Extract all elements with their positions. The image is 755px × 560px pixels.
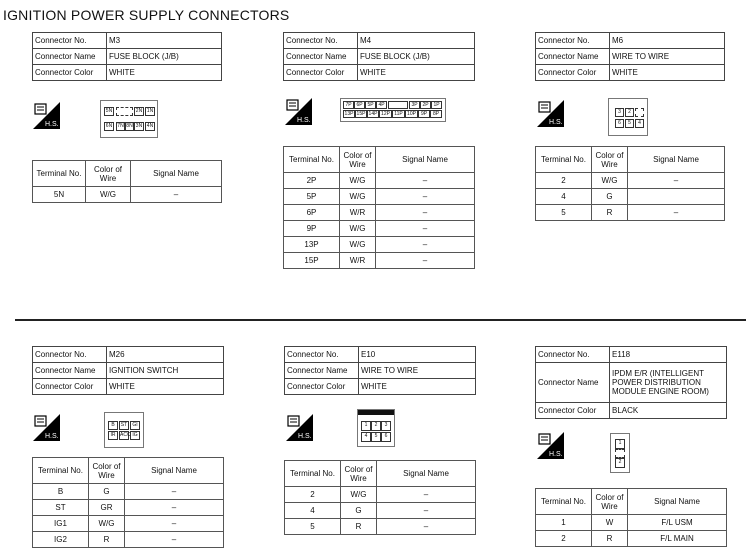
terminal-cell: 13P [284, 237, 340, 253]
terminal-cell: IG2 [33, 532, 89, 548]
cavity-label: 2P [420, 101, 431, 109]
connector-panel-m3 [32, 32, 222, 81]
wire-color-header: Color of Wire [340, 147, 376, 173]
connector-no-value: M6 [610, 33, 725, 49]
table-row [33, 516, 224, 532]
connector-panel-m6 [535, 32, 725, 81]
terminal-cell: 2P [284, 173, 340, 189]
wire-cell: W/G [340, 189, 376, 205]
connector-name-label: Connector Name [536, 49, 610, 65]
hs-harness-side-icon [537, 432, 564, 459]
terminal-cell: 5 [536, 205, 592, 221]
signal-name-header: Signal Name [125, 458, 224, 484]
hs-label: H.S. [549, 451, 563, 458]
connector-no-label: Connector No. [536, 347, 610, 363]
signal-cell: – [376, 253, 475, 269]
connector-latch [358, 410, 394, 415]
page-title: IGNITION POWER SUPPLY CONNECTORS [3, 7, 290, 23]
wire-color-header: Color of Wire [592, 147, 628, 173]
cavity-label: 7N [117, 123, 124, 129]
signal-cell: – [377, 487, 476, 503]
signal-cell: – [376, 189, 475, 205]
terminal-table [535, 488, 727, 547]
cavity-label: 11P [392, 110, 405, 118]
connector-info-table [535, 346, 727, 419]
table-row [285, 487, 476, 503]
terminal-table [32, 457, 224, 548]
signal-cell: – [628, 205, 725, 221]
table-row [536, 531, 727, 547]
signal-cell: – [376, 221, 475, 237]
hs-harness-side-icon [33, 414, 60, 441]
cavity-label: 4 [635, 119, 644, 128]
terminal-cell: 2 [536, 173, 592, 189]
table-row [284, 205, 475, 221]
cavity-label: 1 [361, 421, 371, 431]
signal-cell: – [628, 173, 725, 189]
signal-cell: – [376, 237, 475, 253]
table-row [285, 503, 476, 519]
terminal-cell: B [33, 484, 89, 500]
signal-name-header: Signal Name [377, 461, 476, 487]
cavity-label: 3 [381, 421, 391, 431]
cavity-label: 1 [615, 439, 625, 449]
connector-name-label: Connector Name [285, 363, 359, 379]
hs-label: H.S. [298, 433, 312, 440]
wire-color-header: Color of Wire [341, 461, 377, 487]
cavity-label: 5 [625, 119, 634, 128]
cavity-blank [615, 449, 625, 458]
wire-cell: G [592, 189, 628, 205]
wire-cell: R [341, 519, 377, 535]
wire-color-header: Color of Wire [89, 458, 125, 484]
connector-color-label: Connector Color [285, 379, 359, 395]
connector-face-diagram [610, 433, 630, 473]
cavity-label: 2N [135, 108, 143, 114]
connector-info-table [283, 32, 475, 81]
table-row [536, 173, 725, 189]
connector-face-diagram [357, 409, 395, 447]
connector-no-label: Connector No. [285, 347, 359, 363]
wire-cell: W/G [340, 221, 376, 237]
table-row [536, 189, 725, 205]
wire-color-header: Color of Wire [592, 489, 628, 515]
cavity-label: 3P [409, 101, 420, 109]
cavity-blank [388, 101, 408, 109]
connector-no-value: M3 [107, 33, 222, 49]
cavity-label: 8P [430, 110, 442, 118]
wire-cell: W/G [340, 173, 376, 189]
connector-color-label: Connector Color [33, 65, 107, 81]
connector-color-label: Connector Color [284, 65, 358, 81]
terminal-no-header: Terminal No. [284, 147, 340, 173]
hs-harness-side-icon [537, 100, 564, 127]
cavity-label: 3N [135, 123, 143, 129]
signal-cell: – [125, 532, 224, 548]
cavity-label: 3 [615, 108, 624, 117]
table-row [536, 515, 727, 531]
wire-cell: R [89, 532, 125, 548]
signal-cell: F/L USM [628, 515, 727, 531]
connector-panel-m26 [32, 346, 224, 395]
connector-name-label: Connector Name [536, 363, 610, 403]
table-row [284, 221, 475, 237]
connector-face-diagram [100, 100, 158, 138]
terminal-cell: 5N [33, 187, 86, 203]
terminal-cell: 2 [536, 531, 592, 547]
cavity-label: 12P [379, 110, 392, 118]
hs-label: H.S. [549, 119, 563, 126]
connector-info-table [284, 346, 476, 395]
connector-name-value: IPDM E/R (INTELLIGENT POWER DISTRIBUTION MODULE ENGINE ROOM) [610, 363, 727, 403]
cavity-label: 2 [371, 421, 381, 431]
connector-no-value: E10 [359, 347, 476, 363]
terminal-cell: 5 [285, 519, 341, 535]
cavity-label: 13P [344, 111, 354, 117]
terminal-no-header: Terminal No. [285, 461, 341, 487]
wire-cell: R [592, 531, 628, 547]
connector-info-table [32, 346, 224, 395]
wire-cell: W/G [89, 516, 125, 532]
connector-name-label: Connector Name [33, 363, 107, 379]
terminal-table [535, 146, 725, 221]
cavity-label: 4 [361, 432, 371, 442]
connector-no-label: Connector No. [33, 347, 107, 363]
hs-harness-side-icon [33, 102, 60, 129]
signal-cell: F/L MAIN [628, 531, 727, 547]
cavity-label: ST [120, 422, 128, 428]
signal-name-header: Signal Name [628, 147, 725, 173]
terminal-no-header: Terminal No. [536, 489, 592, 515]
signal-cell: – [377, 503, 476, 519]
cavity-label: IG [130, 431, 140, 440]
connector-color-value: WHITE [359, 379, 476, 395]
cavity-label: 2 [625, 108, 634, 117]
connector-panel-e10 [284, 346, 476, 395]
cavity-label: 2 [615, 458, 625, 468]
cavity-label: ACC [120, 432, 131, 438]
terminal-no-header: Terminal No. [33, 458, 89, 484]
cavity-label: IR [108, 431, 118, 440]
connector-color-label: Connector Color [536, 403, 610, 419]
connector-name-value: FUSE BLOCK (J/B) [358, 49, 475, 65]
terminal-table [32, 160, 222, 203]
connector-color-value: WHITE [107, 65, 222, 81]
connector-color-value: WHITE [610, 65, 725, 81]
wire-cell: W/G [340, 237, 376, 253]
terminal-cell: 4 [536, 189, 592, 205]
table-row [284, 253, 475, 269]
cavity-label: 5P [365, 101, 376, 109]
connector-name-value: WIRE TO WIRE [359, 363, 476, 379]
connector-panel-e118 [535, 346, 727, 419]
connector-color-value: WHITE [107, 379, 224, 395]
connector-no-label: Connector No. [284, 33, 358, 49]
wire-cell: G [89, 484, 125, 500]
connector-info-table [535, 32, 725, 81]
cavity-label: 8N [126, 123, 133, 129]
terminal-cell: ST [33, 500, 89, 516]
connector-no-label: Connector No. [33, 33, 107, 49]
connector-no-label: Connector No. [536, 33, 610, 49]
signal-cell: – [377, 519, 476, 535]
wire-color-header: Color of Wire [86, 161, 131, 187]
cavity-label: 5 [371, 432, 381, 442]
wire-cell: R [592, 205, 628, 221]
signal-name-header: Signal Name [131, 161, 222, 187]
table-row [284, 237, 475, 253]
cavity-label: 1P [431, 101, 442, 109]
connector-info-table [32, 32, 222, 81]
cavity-label: 6P [354, 101, 365, 109]
signal-cell: – [125, 484, 224, 500]
hs-label: H.S. [45, 433, 59, 440]
signal-cell: – [376, 173, 475, 189]
cavity-label: 15P [356, 111, 366, 117]
signal-cell: – [376, 205, 475, 221]
terminal-cell: 1 [536, 515, 592, 531]
connector-name-label: Connector Name [284, 49, 358, 65]
hs-harness-side-icon [285, 98, 312, 125]
terminal-cell: IG1 [33, 516, 89, 532]
hs-label: H.S. [45, 121, 59, 128]
cavity-label: 5N [105, 108, 113, 114]
terminal-no-header: Terminal No. [33, 161, 86, 187]
terminal-cell: 15P [284, 253, 340, 269]
table-row [284, 173, 475, 189]
wire-cell: W/R [340, 253, 376, 269]
terminal-no-header: Terminal No. [536, 147, 592, 173]
cavity-label: 7P [343, 101, 354, 109]
signal-name-header: Signal Name [376, 147, 475, 173]
wire-cell: W/R [340, 205, 376, 221]
terminal-cell: 5P [284, 189, 340, 205]
connector-color-value: BLACK [610, 403, 727, 419]
cavity-blank [116, 107, 133, 116]
cavity-label: GI [130, 421, 140, 430]
connector-panel-m4 [283, 32, 475, 81]
wire-cell: G [341, 503, 377, 519]
connector-no-value: M26 [107, 347, 224, 363]
connector-color-label: Connector Color [33, 379, 107, 395]
wire-cell: W/G [592, 173, 628, 189]
connector-color-value: WHITE [358, 65, 475, 81]
terminal-cell: 2 [285, 487, 341, 503]
cavity-blank [635, 108, 644, 117]
wire-cell: W [592, 515, 628, 531]
wire-cell: GR [89, 500, 125, 516]
signal-cell: – [131, 187, 222, 203]
hs-label: H.S. [297, 117, 311, 124]
terminal-cell: 6P [284, 205, 340, 221]
table-row [33, 500, 224, 516]
table-row [33, 532, 224, 548]
table-row [284, 189, 475, 205]
cavity-label: B [108, 421, 118, 430]
signal-cell: – [125, 516, 224, 532]
wire-cell: W/G [86, 187, 131, 203]
hs-harness-side-icon [286, 414, 313, 441]
signal-name-header: Signal Name [628, 489, 727, 515]
signal-cell [628, 189, 725, 205]
connector-face-diagram [104, 412, 144, 448]
connector-name-label: Connector Name [33, 49, 107, 65]
terminal-table [284, 460, 476, 535]
connector-name-value: WIRE TO WIRE [610, 49, 725, 65]
connector-no-value: E118 [610, 347, 727, 363]
connector-color-label: Connector Color [536, 65, 610, 81]
connector-face-diagram [608, 98, 648, 136]
cavity-label: 14P [368, 111, 378, 117]
cavity-label: 10P [405, 110, 418, 118]
table-row [33, 484, 224, 500]
section-divider [15, 319, 746, 321]
connector-face-diagram [340, 98, 446, 122]
table-row [33, 187, 222, 203]
cavity-label: 1N [146, 108, 154, 114]
wire-cell: W/G [341, 487, 377, 503]
terminal-table [283, 146, 475, 269]
connector-name-value: IGNITION SWITCH [107, 363, 224, 379]
cavity-label: 4N [146, 123, 154, 129]
cavity-label: 6 [615, 119, 624, 128]
terminal-cell: 9P [284, 221, 340, 237]
table-row [536, 205, 725, 221]
connector-name-value: FUSE BLOCK (J/B) [107, 49, 222, 65]
signal-cell: – [125, 500, 224, 516]
cavity-label: 4P [376, 101, 387, 109]
terminal-cell: 4 [285, 503, 341, 519]
cavity-label: 6 [381, 432, 391, 442]
cavity-label: 6N [105, 123, 113, 129]
connector-no-value: M4 [358, 33, 475, 49]
cavity-label: 9P [418, 110, 430, 118]
table-row [285, 519, 476, 535]
